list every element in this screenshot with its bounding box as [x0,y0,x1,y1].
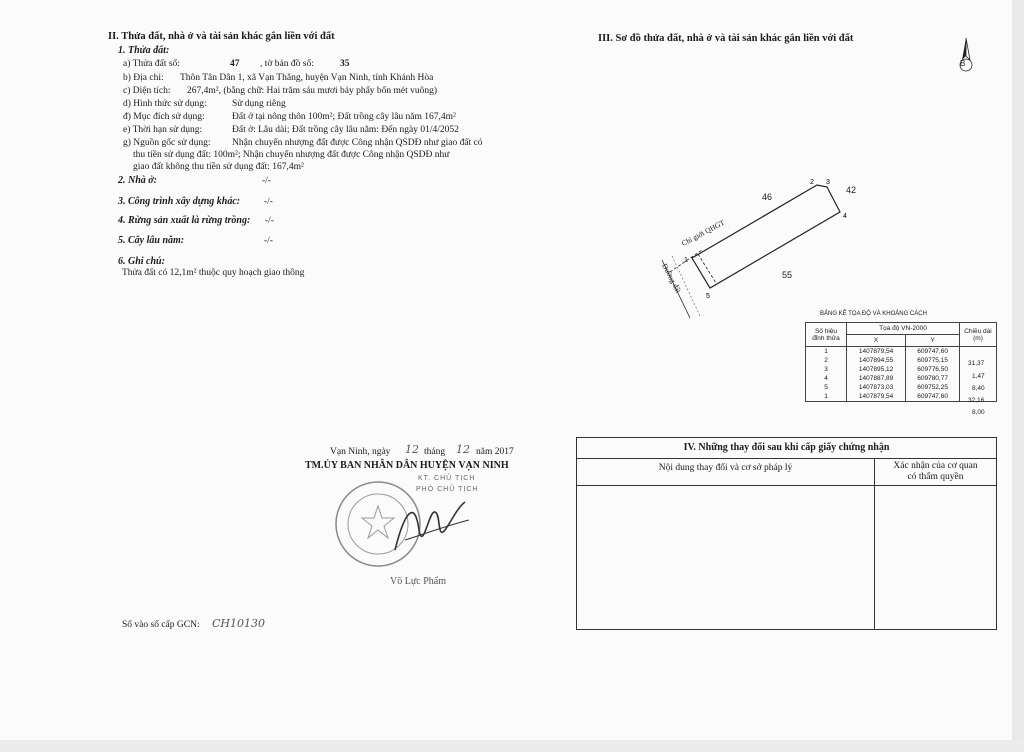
parcel-number: 47 [230,59,240,69]
cell-point: 4 [806,374,847,383]
cell-x: 1407873,03 [847,383,906,392]
section-4-title: IV. Những thay đổi sau khi cấp giấy chứng nhận [577,438,996,459]
signature-icon [385,490,475,560]
construction-value: -/- [264,197,273,207]
cell-x: 1407879,54 [847,347,906,357]
trees-heading: 5. Cây lâu năm: [118,235,185,246]
svg-text:1: 1 [684,257,688,264]
length-value: 8,00 [972,409,985,416]
area-value: 267,4m², (bằng chữ: Hai trăm sáu mươi bảy phẩy bốn mét vuông) [187,86,438,96]
scan-edge-bottom [0,740,1024,752]
cell-x: 1407887,89 [847,374,906,383]
road-label: Đường đất [660,262,684,295]
svg-text:4: 4 [843,213,847,220]
origin-line-1: Nhận chuyển nhượng đất được Công nhận QSDĐ như giao đất có [232,138,483,148]
coord-header-length: Chiều dài [964,327,992,335]
length-value: 8,40 [972,385,985,392]
section-3-title: III. Sơ đồ thửa đất, nhà ở và tài sản khác gắn liền với đất [598,33,854,44]
term-label: e) Thời hạn sử dụng: [123,125,203,135]
origin-line-2: thu tiền sử dụng đất: 100m²; Nhận chuyển nhượng đất được Công nhận QSDĐ như [133,150,450,160]
scan-edge-right [1012,0,1024,752]
cell-y: 609752,25 [906,383,960,392]
coord-header-x: X [847,335,906,347]
column-divider [874,486,875,629]
table-row [806,374,997,383]
cell-x: 1407895,12 [847,365,906,374]
cell-point: 2 [806,356,847,365]
qhgt-boundary-line [698,254,716,283]
address-value: Thôn Tân Dân 1, xã Vạn Thắng, huyện Vạn Ninh, tỉnh Khánh Hòa [180,73,434,83]
coord-header-point: Số hiệu [814,327,838,335]
month-label: tháng [424,447,446,457]
length-value: 32,16 [968,397,985,404]
section-2-title: II. Thửa đất, nhà ở và tài sản khác gắn liền với đất [108,31,335,42]
table-row [806,347,997,357]
north-label: B [960,59,966,68]
deputy-title-2: PHÓ CHỦ TỊCH [416,486,479,493]
trees-value: -/- [264,236,273,246]
cell-x: 1407879,54 [847,392,906,402]
changes-col-confirmation-line-1: Xác nhận của cơ quan [893,461,978,471]
parcel-diagram [640,170,870,320]
coord-header-coord: Tọa độ VN-2000 [879,325,927,332]
cell-point: 5 [806,383,847,392]
area-label: c) Diện tích: [123,86,171,96]
forest-heading: 4. Rừng sản xuất là rừng trồng: [118,215,251,226]
svg-text:2: 2 [810,179,814,186]
coord-header-point-2: đỉnh thửa [812,334,840,342]
cell-y: 609776,50 [906,365,960,374]
registry-label: Số vào sổ cấp GCN: [122,620,200,630]
date-prefix: Vạn Ninh, ngày [330,447,391,457]
cell-y: 609775,15 [906,356,960,365]
land-heading: 1. Thửa đất: [118,45,170,56]
cell-point: 1 [806,347,847,357]
purpose-label: đ) Mục đích sử dụng: [123,112,205,122]
cell-x: 1407894,55 [847,356,906,365]
parcel-label: a) Thửa đất số: [123,59,180,69]
length-value: 31,37 [968,360,985,367]
usage-form-label: d) Hình thức sử dụng: [123,99,207,109]
cell-y: 609747,60 [906,347,960,357]
svg-text:3: 3 [826,179,830,186]
coord-header-y: Y [906,335,960,347]
term-value: Đất ở: Lâu dài; Đất trồng cây lâu năm: Đến ngày 01/4/2052 [232,125,459,135]
neighbor-bottom-label: 55 [782,270,793,280]
cell-point: 3 [806,365,847,374]
table-row [806,383,997,392]
notes-heading: 6. Ghi chú: [118,256,165,267]
qhgt-label: Chỉ giới QHGT [680,217,726,248]
address-label: b) Địa chỉ: [123,73,164,83]
north-arrow-icon [954,38,978,78]
cell-point: 1 [806,392,847,402]
changes-col-confirmation-line-2: có thẩm quyền [907,472,964,482]
forest-value: -/- [265,216,274,226]
house-value: -/- [262,176,271,186]
map-sheet-number: 35 [340,59,350,69]
date-year: năm 2017 [476,447,514,457]
date-day: 12 [405,443,419,456]
svg-text:5: 5 [706,293,710,300]
length-value: 1,47 [972,373,985,380]
coord-table-title: BẢNG KÊ TỌA ĐỘ VÀ KHOẢNG CÁCH [820,311,927,317]
house-heading: 2. Nhà ở: [118,175,157,186]
signer-name: Võ Lực Phẩm [390,576,446,587]
notes-value: Thửa đất có 12,1m² thuộc quy hoạch giao thông [122,268,305,278]
construction-heading: 3. Công trình xây dựng khác: [118,196,241,207]
changes-table [576,437,997,630]
changes-col-content: Nội dung thay đổi và cơ sở pháp lý [577,458,875,486]
changes-col-confirmation [875,458,996,486]
neighbor-right-label: 42 [846,185,857,195]
cell-y: 609780,77 [906,374,960,383]
coord-header-length-unit: (m) [973,334,983,342]
usage-form-value: Sử dụng riêng [232,99,286,109]
origin-label: g) Nguồn gốc sử dụng: [123,138,211,148]
neighbor-top-label: 46 [762,192,773,202]
map-sheet-label: , tờ bản đồ số: [260,59,314,69]
date-month: 12 [456,443,470,456]
registry-value: CH10130 [212,617,266,630]
cell-y: 609747,60 [906,392,960,402]
deputy-title-1: KT. CHỦ TỊCH [418,475,476,482]
origin-line-3: giao đất không thu tiền sử dụng đất: 167,4m² [133,162,304,172]
issuing-org: TM.ỦY BAN NHÂN DÂN HUYỆN VẠN NINH [305,460,509,471]
purpose-value: Đất ở tại nông thôn 100m²; Đất trồng cây lâu năm 167,4m² [232,112,456,122]
